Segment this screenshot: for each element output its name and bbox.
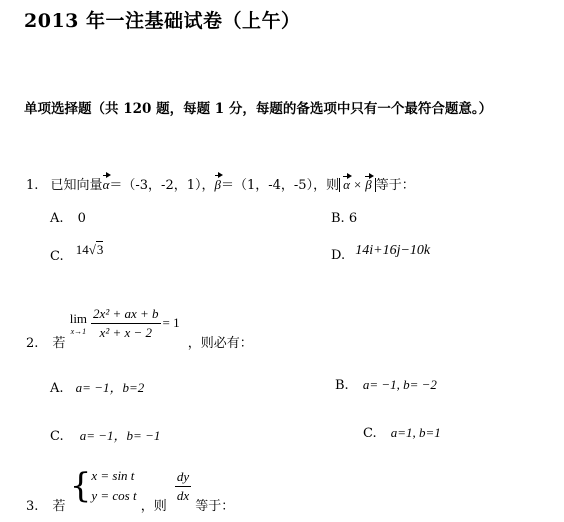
page-title: 2013 年一注基础试卷（上午） — [24, 10, 301, 32]
option-c[interactable] — [50, 242, 104, 264]
alpha-vector: α — [102, 177, 110, 192]
option-d[interactable] — [331, 243, 431, 264]
question-connector: ，则 — [140, 498, 167, 514]
option-c[interactable] — [50, 425, 160, 444]
option-label: B. — [331, 211, 345, 226]
question-prefix: 若 — [52, 498, 66, 514]
question-1 — [26, 174, 415, 193]
option-label: C. — [50, 429, 64, 444]
option-value: 0 — [77, 211, 86, 226]
question-number: 2. — [26, 336, 39, 351]
question-suffix: 等于： — [375, 178, 415, 193]
option-label: C. — [50, 249, 64, 264]
option-a[interactable] — [50, 211, 86, 226]
derivative-fraction: $\frac{dy}{dx}$ — [176, 468, 190, 503]
question-suffix: 等于： — [195, 498, 235, 514]
beta-vector: β — [214, 177, 221, 192]
beta-value: ＝（1，-4，-5），则 — [220, 178, 340, 193]
option-value: a= −1，b= −1 — [79, 428, 161, 443]
option-b[interactable] — [331, 211, 357, 226]
question-text: 已知向量 — [50, 178, 103, 193]
option-value: a= −1, b= −2 — [362, 377, 437, 392]
option-b[interactable] — [335, 377, 437, 393]
option-value: 14√3 — [75, 242, 104, 257]
section-heading: 单项选择题（共 120 题，每题 1 分，每题的备选项中只有一个最符合题意。） — [24, 101, 493, 117]
option-d[interactable] — [363, 425, 441, 441]
question-number: 3. — [26, 498, 39, 514]
question-number: 1. — [26, 178, 39, 193]
question-2 — [26, 306, 253, 351]
alpha-value: ＝（-3，-2，1）， — [109, 178, 215, 193]
parametric-system: x = sin t y = cos t — [91, 468, 137, 503]
question-suffix: ，则必有： — [187, 336, 253, 351]
system-brace: { — [69, 466, 92, 506]
option-value: a= −1，b=2 — [75, 380, 145, 395]
option-label: A. — [50, 381, 64, 396]
limit-fraction: $\frac{\text{2x² + ax + b}}{\text{x² + x − 2}}$ — [93, 306, 159, 340]
question-3 — [26, 466, 235, 514]
option-label: C. — [363, 426, 377, 441]
option-label: D. — [331, 248, 346, 263]
option-a[interactable] — [50, 377, 144, 396]
limit-equals: = 1 — [162, 315, 180, 330]
option-value: 6 — [348, 211, 358, 226]
option-value: a=1, b=1 — [390, 425, 441, 440]
question-prefix: 若 — [52, 336, 66, 351]
cross-product-magnitude: α × β — [339, 178, 376, 192]
option-value: 14i+16j−10k — [355, 243, 431, 258]
option-label: A. — [50, 211, 64, 226]
limit-operator: lim x→1 — [69, 311, 88, 336]
option-label: B. — [335, 378, 349, 393]
